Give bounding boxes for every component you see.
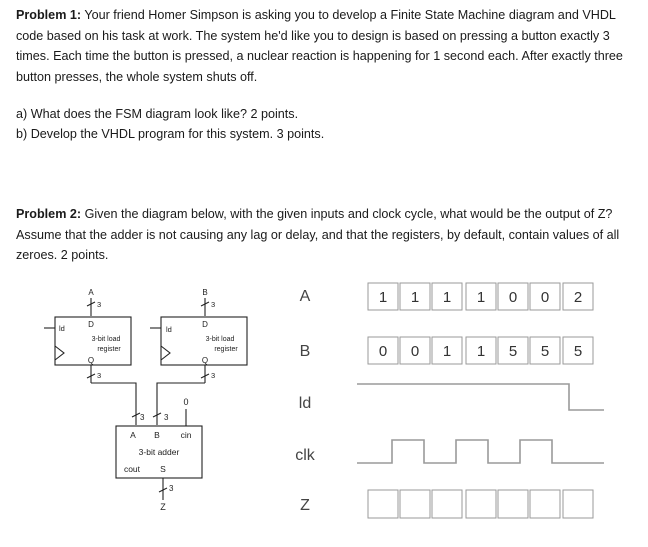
problem1-part-b: b) Develop the VHDL program for this system. 3 points. (16, 127, 325, 141)
signal-b-cells (368, 337, 593, 364)
b-value-1: 0 (378, 343, 388, 360)
a-value-4: 1 (476, 289, 486, 306)
cin-value: 0 (183, 397, 189, 407)
signal-clk-label: clk (295, 447, 315, 464)
a-value-6: 0 (540, 289, 550, 306)
register-1 (44, 288, 131, 383)
reg2-label-line1: 3-bit load (205, 336, 235, 343)
z-cell-6[interactable] (530, 490, 560, 518)
problem2-text: Given the diagram below, with the given inputs and clock cycle, what would be the output of Z? Assume that the adder is not causing any lag or delay, and that the registers, by default, contain values of all zeroes. 2 points. (16, 207, 620, 262)
signal-a-label: A (299, 288, 311, 305)
reg2-label-line2: register (214, 346, 238, 353)
adder-cin-port: cin (180, 430, 192, 440)
problem1-text: Your friend Homer Simpson is asking you to develop a Finite State Machine diagram and VHDL code based on his task at work. The system he'd like you to design is based on pressing a button exactly 3 times. Each time the button is pressed, a nuclear reaction is happening for 1 second each. After exactly three button presses, the whole system shuts off. (16, 8, 623, 84)
register-2 (150, 288, 247, 383)
signal-a-cells (368, 283, 593, 310)
z-cell-1[interactable] (368, 490, 398, 518)
adder-cout-port: cout (123, 464, 141, 474)
reg1-input-width: 3 (97, 300, 102, 309)
b-value-3: 1 (442, 343, 452, 360)
z-cell-2[interactable] (400, 490, 430, 518)
signal-ld-label: ld (298, 395, 312, 412)
reg2-input-width: 3 (211, 300, 216, 309)
clk-waveform (357, 440, 604, 463)
adder-a-width: 3 (140, 413, 145, 422)
signal-z-cells (368, 490, 593, 518)
b-value-5: 5 (508, 343, 518, 360)
reg2-d-label: D (202, 320, 208, 329)
wire-reg1-to-adder-a (91, 383, 136, 425)
reg2-q-label: Q (201, 356, 209, 365)
b-value-6: 5 (540, 343, 550, 360)
reg1-label-line2: register (97, 346, 121, 353)
signal-z-label: Z (300, 497, 310, 514)
problem1-heading: Problem 1: (16, 8, 82, 22)
reg2-output-width: 3 (211, 371, 216, 380)
adder-b-width: 3 (164, 413, 169, 422)
adder-s-port: S (160, 464, 166, 474)
signal-b-label: B (299, 343, 311, 360)
reg1-label-line1: 3-bit load (91, 336, 121, 343)
adder-a-port: A (130, 430, 136, 440)
adder-b-port: B (154, 430, 160, 440)
output-z-label: Z (160, 502, 166, 512)
adder-label: 3-bit adder (138, 447, 180, 457)
a-value-5: 0 (508, 289, 518, 306)
reg1-q-label: Q (87, 356, 95, 365)
z-cell-5[interactable] (498, 490, 528, 518)
problem2-heading: Problem 2: (16, 207, 82, 221)
a-value-1: 1 (378, 289, 388, 306)
a-value-2: 1 (410, 289, 420, 306)
z-cell-7[interactable] (563, 490, 593, 518)
reg1-d-label: D (88, 320, 94, 329)
sum-output-width: 3 (169, 484, 174, 493)
z-cell-3[interactable] (432, 490, 462, 518)
a-value-3: 1 (442, 289, 452, 306)
reg1-ld-label: ld (59, 324, 65, 333)
ld-waveform (357, 384, 604, 410)
problem1-part-a: a) What does the FSM diagram look like? 2 points. (16, 107, 299, 121)
adder-3bit (116, 426, 202, 478)
b-value-2: 0 (410, 343, 420, 360)
z-cell-4[interactable] (466, 490, 496, 518)
a-value-7: 2 (573, 289, 583, 306)
reg1-output-width: 3 (97, 371, 102, 380)
reg2-input-label: B (202, 288, 208, 297)
b-value-7: 5 (573, 343, 583, 360)
reg2-ld-label: ld (166, 325, 172, 334)
reg1-input-label: A (88, 288, 94, 297)
b-value-4: 1 (476, 343, 486, 360)
